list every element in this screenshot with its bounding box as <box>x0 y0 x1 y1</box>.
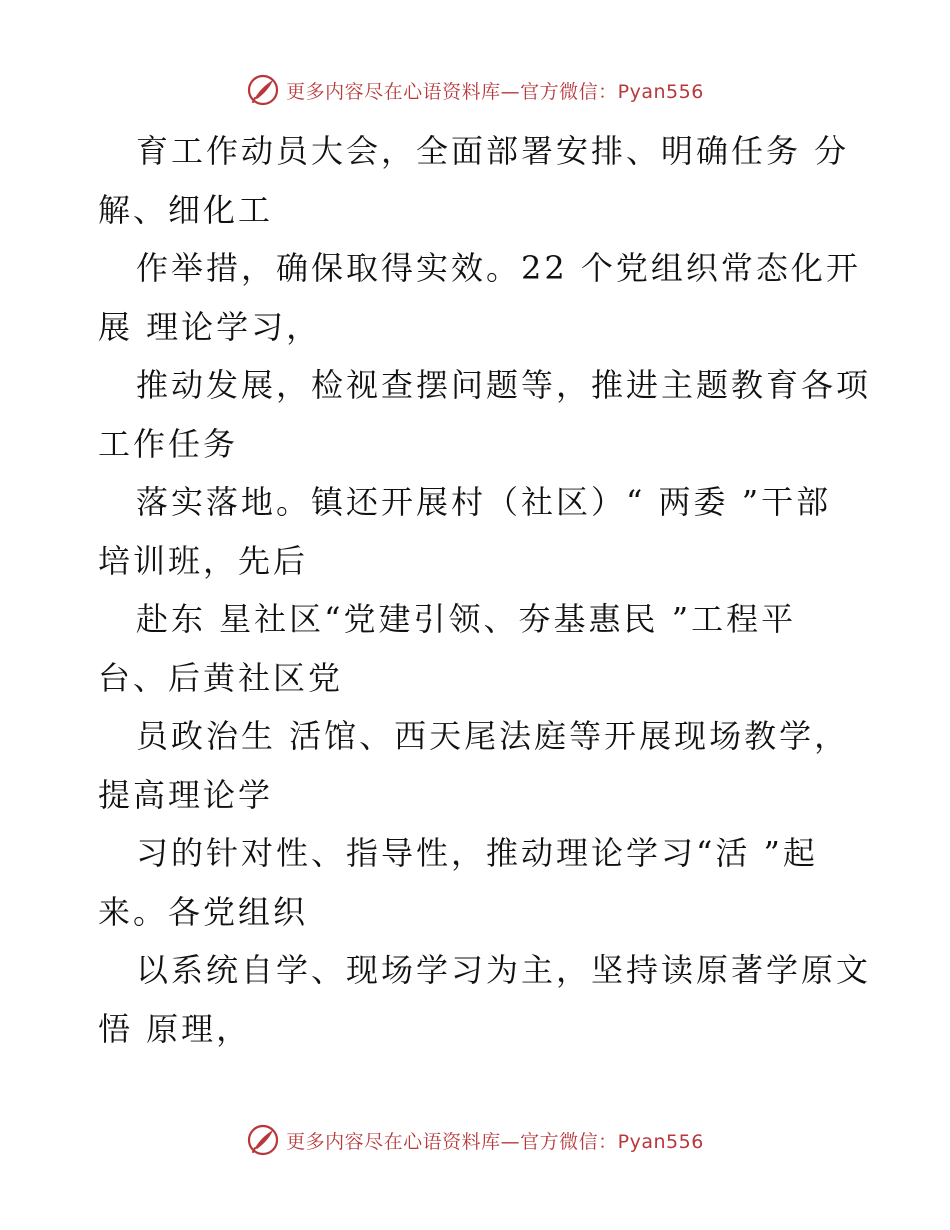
body-line: 解、细化工 <box>98 190 274 229</box>
watermark-text: 更多内容尽在心语资料库—官方微信：Pyan556 <box>286 1130 704 1153</box>
body-line: 工作任务 <box>98 424 239 463</box>
body-line: 培训班，先后 <box>98 541 309 580</box>
body-line: 台、后黄社区党 <box>98 658 344 697</box>
document-body <box>98 122 872 1058</box>
body-line: 展 理论学习， <box>98 307 322 346</box>
footer-watermark <box>0 1120 950 1160</box>
body-line: 育工作动员大会，全面部署安排、明确任务 分 <box>136 132 850 170</box>
header-watermark <box>0 70 950 110</box>
body-line: 员政治生 活馆、西天尾法庭等开展现场教学， <box>136 717 850 755</box>
body-line: 落实落地。镇还开展村（社区）“ 两委 ”干部 <box>136 483 832 521</box>
body-line: 来。各党组织 <box>98 892 309 931</box>
body-line: 推动发展，检视查摆问题等，推进主题教育各项 <box>136 366 872 404</box>
body-line: 习的针对性、指导性，推动理论学习“活 ”起 <box>136 834 818 872</box>
watermark-text: 更多内容尽在心语资料库—官方微信：Pyan556 <box>286 80 704 103</box>
quill-pen-logo-icon <box>246 73 280 107</box>
body-line: 赴东 星社区“党建引领、夯基惠民 ”工程平 <box>136 600 797 638</box>
body-line: 悟 原理， <box>98 1009 252 1048</box>
body-line: 提高理论学 <box>98 775 274 814</box>
quill-pen-logo-icon <box>246 1123 280 1157</box>
body-line: 以系统自学、现场学习为主，坚持读原著学原文 <box>136 951 872 989</box>
body-line: 作举措，确保取得实效。22 个党组织常态化开 <box>136 249 861 287</box>
